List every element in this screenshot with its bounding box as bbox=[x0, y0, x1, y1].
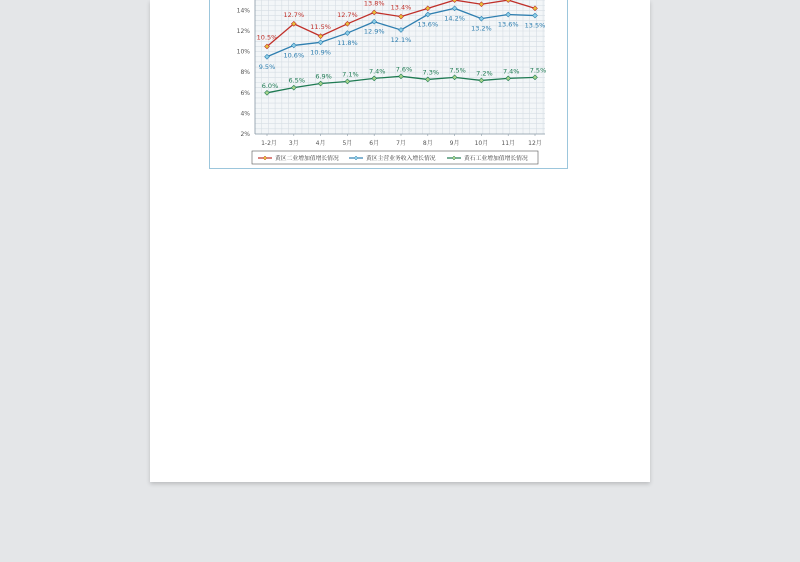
data-label: 7.6% bbox=[395, 65, 413, 74]
data-label: 10.5% bbox=[256, 33, 278, 42]
data-label: 10.9% bbox=[310, 48, 331, 57]
x-tick-label: 12月 bbox=[528, 140, 542, 147]
data-label: 6.9% bbox=[315, 72, 332, 81]
legend-entry: 黄区主营业务收入增长情况 bbox=[366, 156, 436, 163]
y-tick-label: 10% bbox=[236, 48, 250, 56]
data-label: 7.5% bbox=[449, 66, 466, 75]
x-tick-label: 10月 bbox=[474, 140, 489, 147]
data-label: 13.2% bbox=[471, 24, 492, 33]
legend-entry: 黄区二业增加值增长情况 bbox=[275, 156, 339, 163]
legend-entry: 黄石工业增加值增长情况 bbox=[464, 156, 528, 163]
data-label: 6.5% bbox=[288, 76, 306, 85]
data-label: 7.5% bbox=[529, 66, 547, 75]
data-label: 13.4% bbox=[390, 3, 412, 12]
y-tick-label: 12% bbox=[236, 28, 250, 35]
y-tick-label: 2% bbox=[240, 131, 250, 138]
y-tick-label: 14% bbox=[236, 7, 250, 15]
data-label: 11.5% bbox=[310, 23, 331, 32]
x-tick-label: 11月 bbox=[501, 140, 516, 147]
x-tick-label: 8月 bbox=[422, 140, 433, 147]
data-label: 6.0% bbox=[261, 81, 279, 90]
data-label: 13.6% bbox=[497, 20, 519, 29]
x-tick-label: 5月 bbox=[342, 140, 353, 147]
x-tick-label: 9月 bbox=[449, 140, 460, 147]
data-label: 13.8% bbox=[363, 0, 385, 8]
x-tick-label: 7月 bbox=[396, 140, 406, 147]
y-tick-label: 6% bbox=[240, 89, 250, 97]
data-label: 12.7% bbox=[283, 10, 305, 19]
x-tick-label: 4月 bbox=[315, 140, 326, 147]
data-label: 9.5% bbox=[258, 62, 276, 71]
data-label: 10.6% bbox=[283, 51, 305, 60]
x-tick-label: 3月 bbox=[288, 140, 299, 147]
data-label: 11.8% bbox=[337, 39, 358, 48]
data-label: 12.9% bbox=[363, 27, 385, 36]
data-label: 7.1% bbox=[342, 70, 359, 79]
data-label: 7.4% bbox=[368, 67, 386, 76]
legend bbox=[252, 151, 538, 164]
x-tick-label: 6月 bbox=[369, 140, 380, 147]
data-label: 12.7% bbox=[337, 10, 358, 19]
x-tick-label: 1-2月 bbox=[261, 140, 277, 147]
y-tick-label: 4% bbox=[240, 110, 250, 118]
data-label: 13.6% bbox=[417, 20, 439, 29]
data-label: 7.3% bbox=[422, 68, 440, 77]
data-label: 13.5% bbox=[524, 21, 546, 30]
data-label: 7.2% bbox=[476, 69, 493, 78]
data-label: 12.1% bbox=[390, 35, 412, 44]
data-label: 7.4% bbox=[502, 67, 520, 76]
y-tick-label: 8% bbox=[240, 69, 250, 77]
data-label: 14.2% bbox=[444, 14, 465, 23]
